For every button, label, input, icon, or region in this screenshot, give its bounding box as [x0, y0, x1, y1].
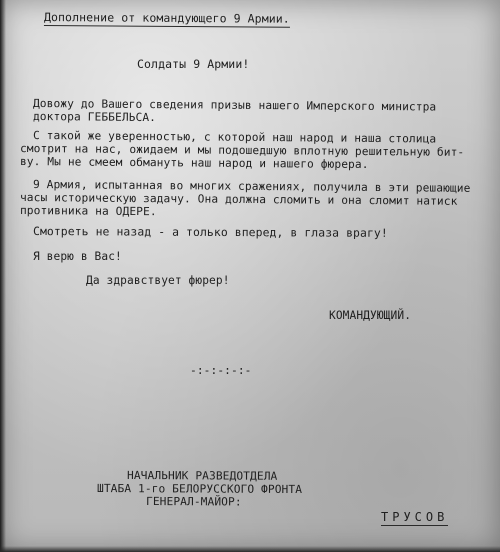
separator: -:-:-:-:- — [190, 364, 252, 377]
page-bottom-shadow — [0, 546, 500, 552]
paragraph-6: Да здравствует фюрер! — [86, 274, 230, 287]
salutation: Солдаты 9 Армии! — [137, 57, 250, 71]
paragraph-1-line-2: доктора ГЕББЕЛЬСА. — [32, 110, 157, 125]
paragraph-2-line-1: С такой же уверенностью, с которой наш народ и наша столица — [32, 129, 437, 146]
footer-line-2: ШТАБА 1-го БЕЛОРУССКОГО ФРОНТА — [96, 482, 303, 497]
paragraph-5: Я верю в Вас! — [33, 250, 122, 263]
paragraph-3-line-2: часы историческую задачу. Она должна сломить и она сломит натиск — [19, 191, 458, 208]
signature-title: КОМАНДУЮЩИЙ. — [329, 309, 412, 322]
paragraph-2-line-2: смотрит на нас, ожидаем и мы подошедшую вплотную решительную бит- — [19, 142, 465, 159]
paragraph-2-line-3: ву. Мы не смеем обмануть наш народ и нашего фюрера. — [19, 155, 369, 172]
paragraph-4: Смотреть не назад - а только вперед, в глаза врагу! — [32, 224, 388, 240]
footer-name: ТРУСОВ — [381, 510, 449, 524]
paragraph-3-line-3: противника на ОДЕРЕ. — [19, 204, 157, 219]
footer-line-3: ГЕНЕРАЛ-МАЙОР: — [145, 495, 242, 509]
paragraph-3-line-1: 9 Армия, испытанная во многих сражениях, получила в эти решающие — [32, 178, 471, 195]
footer-line-1: НАЧАЛЬНИК РАЗВЕДОТДЕЛА — [126, 469, 278, 483]
paragraph-1-line-1: Довожу до Вашего сведения призыв нашего Имперского министра — [32, 97, 437, 114]
page-edge-shadow — [0, 0, 6, 552]
document-header: Дополнение от командующего 9 Армии. — [43, 10, 290, 26]
